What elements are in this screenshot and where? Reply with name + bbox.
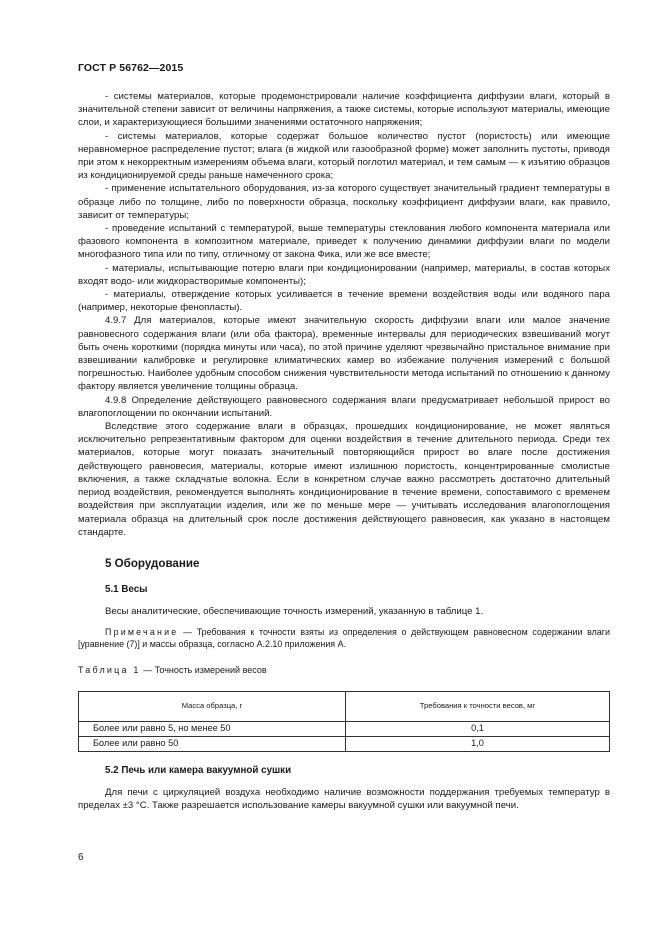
table-header-cell: Масса образца, г: [79, 691, 346, 721]
subsection-title: 5.1 Весы: [105, 583, 148, 595]
table-cell: Более или равно 50: [79, 736, 346, 751]
paragraph: - проведение испытаний с температурой, выше температуры стеклования любого компонента материала или фазового компонента в композитном материале, приведет к получению динамики диффузии влаги по модели многофазного типа или по типу, отличному от закона Фика, или же все вместе;: [78, 223, 610, 261]
table-row: [79, 736, 610, 751]
table-label: Таблица 1: [78, 665, 141, 676]
document-header: ГОСТ Р 56762—2015: [78, 62, 184, 74]
table-row: [79, 721, 610, 736]
paragraph: Вследствие этого содержание влаги в образцах, прошедших кондиционирование, не может являться исключительно репрезентативным фактором для оценки воздействия в течение длительного периода. Среди тех материалов, которые могут показать значительный повторяющийся прирост во влаге после достижения действующего равновесия, материалы, которые имеют излишнюю пористость, концентрированные смолистые включения, а также складчатые волокна. Если в конкретном случае важно рассмотреть достаточно длительный период воздействия, рекомендуется выполнять кондиционирование в течение времени, сопоставимого с временем воздействия при эксплуатации изделия, или же по меньше мере — учитывать исследования влагопоглощения материала образца на длительный срок после достижения действующего равновесия, как указано в настоящем стандарте.: [78, 421, 610, 538]
table-title: — Точность измерений весов: [140, 665, 267, 676]
paragraph: Для печи с циркуляцией воздуха необходимо наличие возможности поддержания требуемых температур в пределах ±3 °С. Также разрешается использование камеры вакуумной сушки или вакуумной печи.: [78, 786, 610, 811]
paragraph: Весы аналитические, обеспечивающие точность измерений, указанную в таблице 1.: [105, 606, 484, 618]
paragraph: 4.9.7 Для материалов, которые имеют значительную скорость диффузии влаги или малое значение равновесного содержания влаги (или оба фактора), временные интервалы для периодических взвешиваний могут быть очень короткими (порядка минуты или часа), по этой причине уделяют чрезвычайно пристальное внимание при взвешивании калибровке и регулировке климатических камер во избежание получения измерений с большой погрешностью. Наиболее удобным способом снижения чувствительности метода испытаний по отношению к данному фактору является увеличение толщины образца.: [78, 315, 610, 393]
page-number: 6: [78, 852, 84, 863]
table-header-cell: Требования к точности весов, мг: [346, 691, 610, 721]
note-text: — Требования к точности взяты из определения о действующем равновесном содержании влаги [уравнение (7)] и массы образца, согласно А.2.10 приложения А.: [78, 627, 610, 650]
table-cell: Более или равно 5, но менее 50: [79, 721, 346, 736]
paragraph: - системы материалов, которые содержат большое количество пустот (пористость) или имеющие неравномерное распределение пустот; влага (в жидкой или газообразной форме) может заполнить пустоты, приводя при этом к некорректным измерениям объема влаги, который поглотил материал, и тем самым — к изъятию образцов из кондиционируемой среды раньше намеченного срока;: [78, 130, 610, 182]
paragraph: - материалы, отверждение которых усиливается в течение времени воздействия воды или водяного пара (например, некоторые фенопласты).: [78, 289, 610, 314]
paragraph: - системы материалов, которые продемонстрировали наличие коэффициента диффузии влаги, который в значительной степени зависит от величины напряжения, а также системы, которые используют материалы, имеющие слои, и характеризующиеся большими значениями остаточного напряжения;: [78, 91, 610, 129]
table-cell: 0,1: [346, 721, 610, 736]
accuracy-table: [78, 691, 610, 752]
table-header-row: [79, 691, 610, 721]
paragraph: - применение испытательного оборудования, из-за которого существует значительный градиент температуры в образце либо по толщине, либо по поверхности образца, поскольку коэффициент диффузии влаги, как правило, зависит от температуры;: [78, 183, 610, 221]
note-label: Примечание: [105, 627, 179, 638]
note: [78, 626, 610, 650]
paragraph: 4.9.8 Определение действующего равновесного содержания влаги предусматривает небольшой прирост во влагопоглощении по окончании испытаний.: [78, 394, 610, 419]
table-caption: [78, 664, 610, 677]
paragraph: - материалы, испытывающие потерю влаги при кондиционировании (например, материалы, в состав которых входят водо- или жидкорастворимые компоненты);: [78, 262, 610, 287]
subsection-title: 5.2 Печь или камера вакуумной сушки: [105, 764, 292, 776]
section-title: 5 Оборудование: [105, 556, 200, 570]
page-body: [78, 90, 610, 812]
table-cell: 1,0: [346, 736, 610, 751]
